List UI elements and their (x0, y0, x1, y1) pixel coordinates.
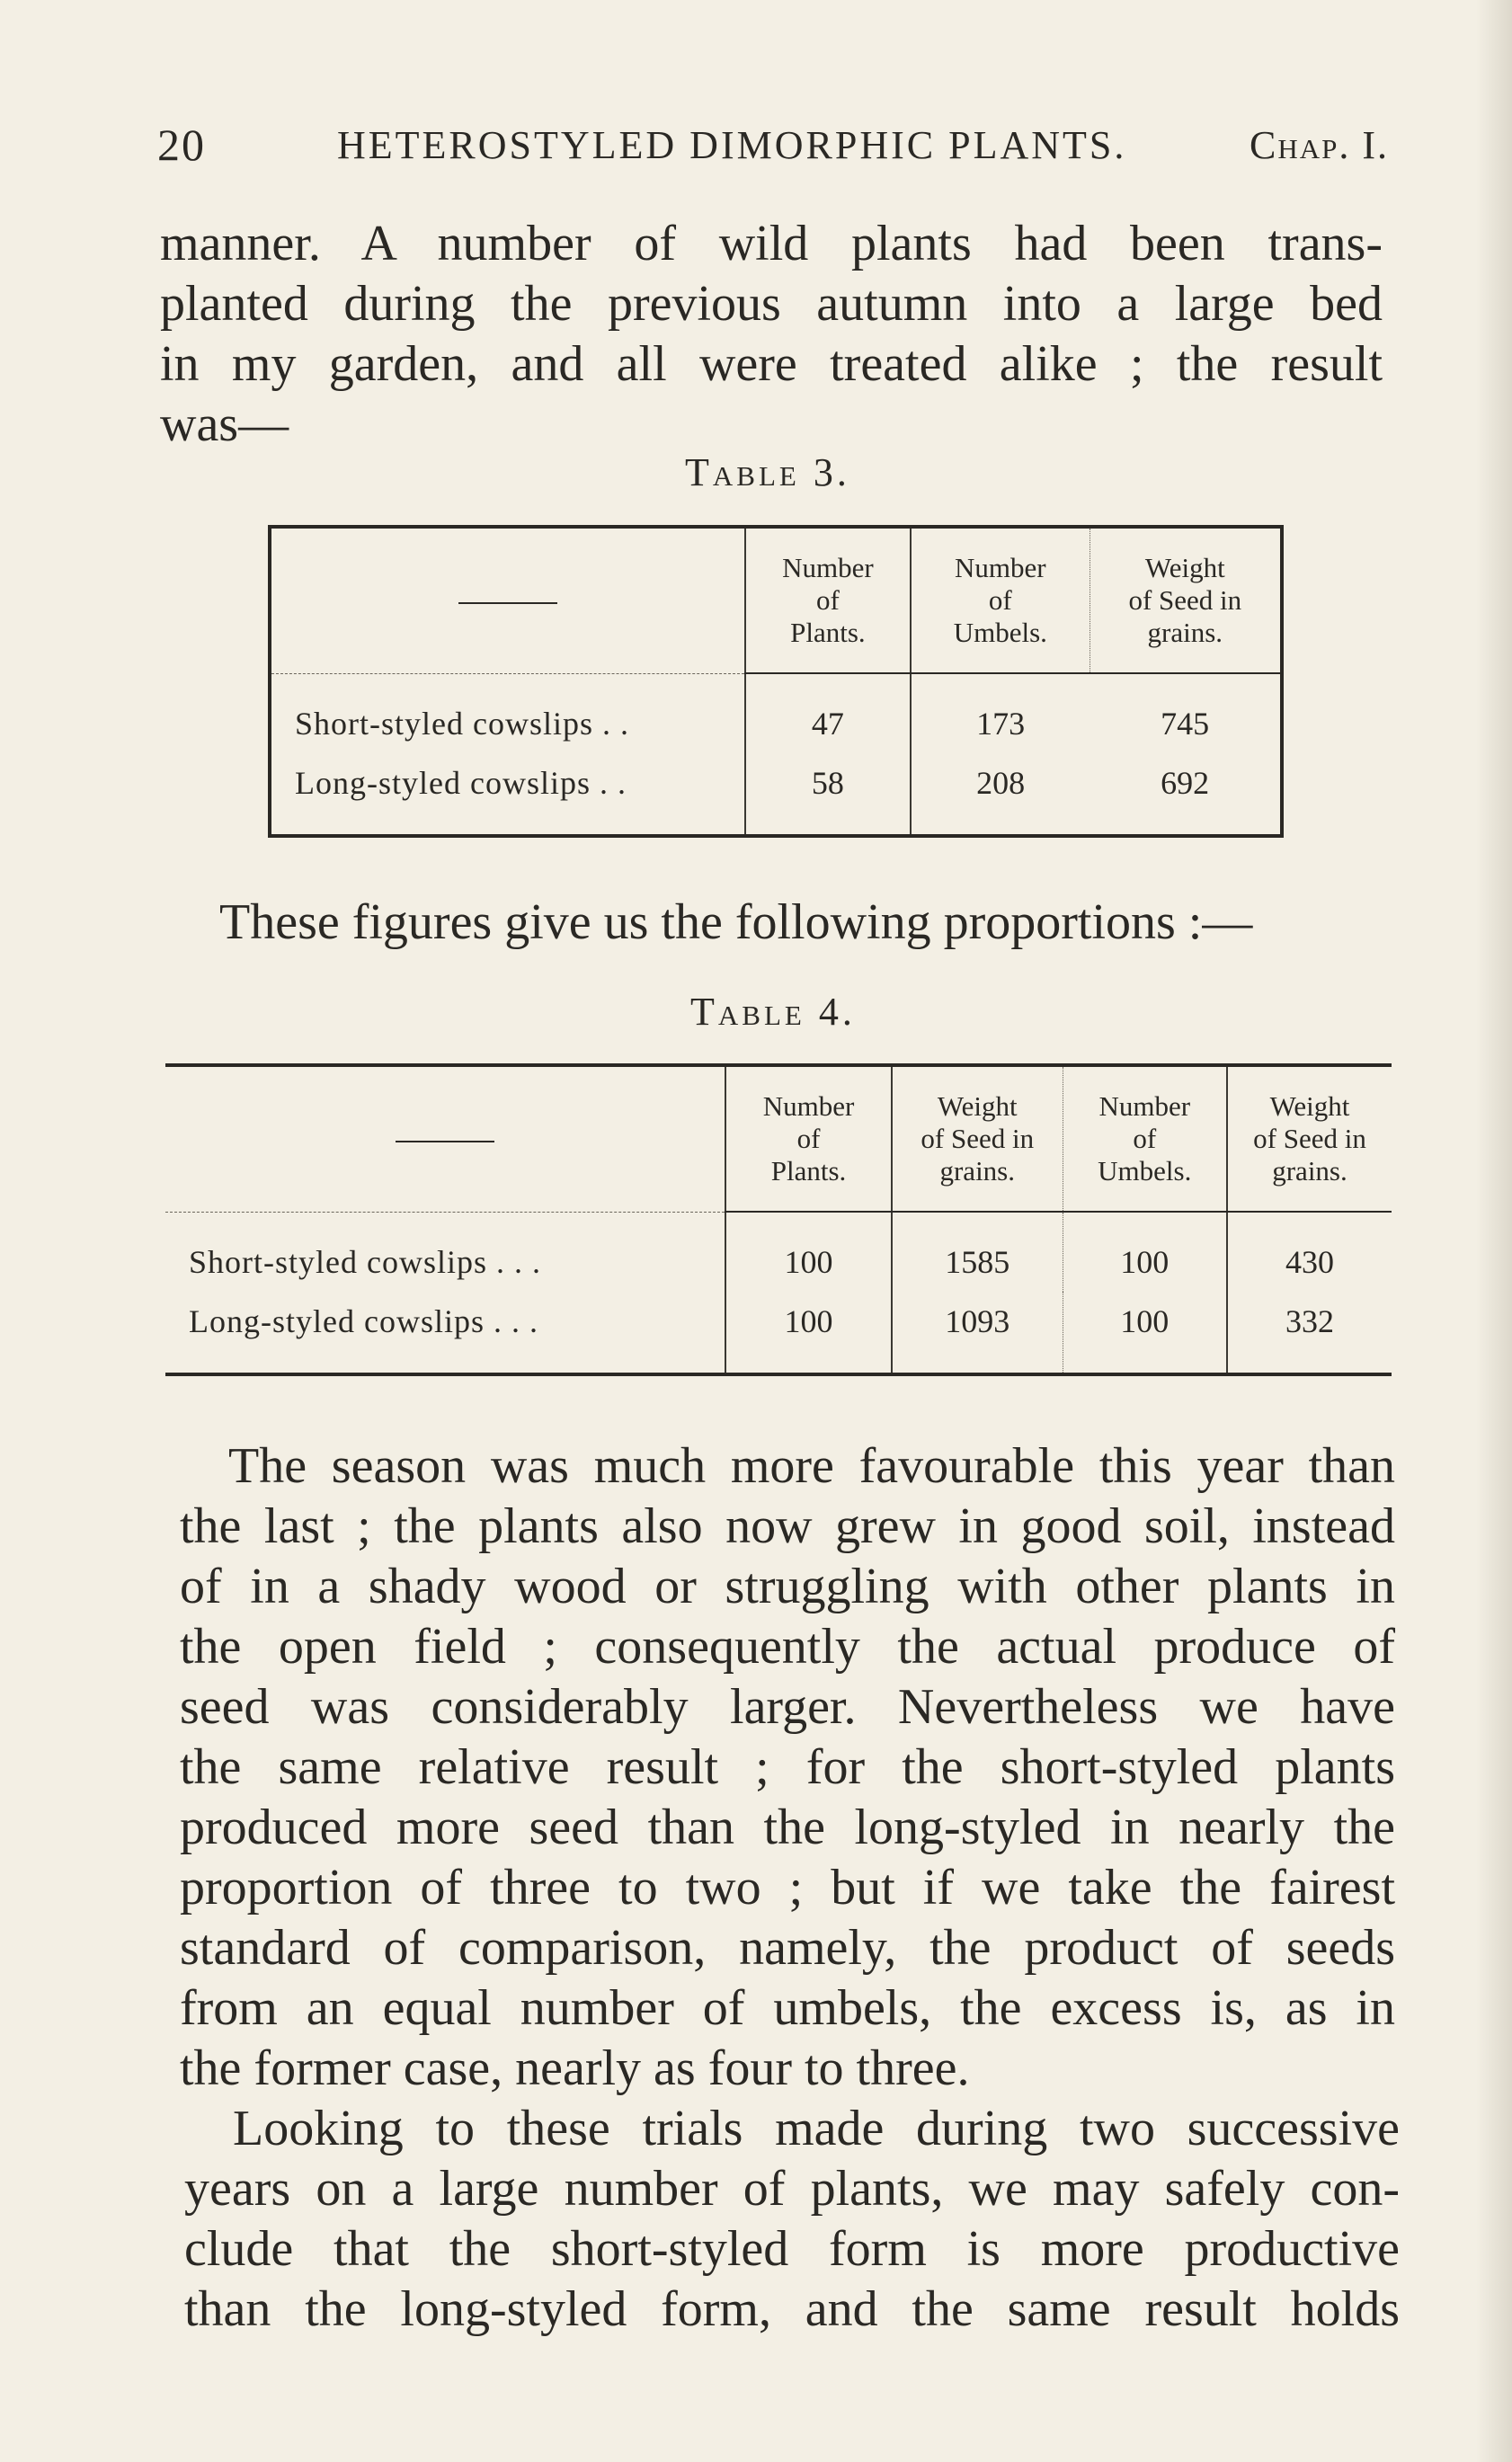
table-row (270, 673, 1282, 753)
table-cell: 100 (1063, 1212, 1227, 1292)
table4-caption: Table 4. (690, 990, 856, 1034)
table-cell: 332 (1227, 1292, 1392, 1374)
paragraph-2 (180, 1436, 1395, 2099)
intro-paragraph (160, 214, 1383, 455)
text-line: These figures give us the following proportions :— (219, 894, 1253, 950)
table-row (270, 753, 1282, 836)
header-line: of Seed in (1128, 584, 1242, 616)
text-line: clude that the short-styled form is more productive (184, 2221, 1400, 2277)
table-cell: 100 (725, 1212, 892, 1292)
paragraph-3 (184, 2099, 1400, 2340)
column-header (1227, 1065, 1392, 1212)
table-cell: 1585 (892, 1212, 1063, 1292)
between-text (219, 893, 1352, 953)
column-header (892, 1065, 1063, 1212)
text-line: standard of comparison, namely, the product of seeds (180, 1920, 1395, 1976)
text-line: manner. A number of wild plants had been trans- (160, 216, 1383, 271)
text-line: from an equal number of umbels, the excess is, as in (180, 1980, 1395, 2036)
column-header (911, 527, 1090, 673)
header-line: Number (762, 1090, 855, 1122)
header-line: of (1133, 1123, 1157, 1154)
text-line: than the long-styled form, and the same result holds (184, 2281, 1400, 2337)
running-title: HETEROSTYLED DIMORPHIC PLANTS. (337, 123, 1127, 167)
table-header-row (270, 527, 1282, 673)
text-line: the former case, nearly as four to three. (180, 2040, 970, 2096)
text-line: Looking to these trials made during two successive (233, 2101, 1400, 2156)
table3-caption: Table 3. (685, 450, 850, 494)
text-line: in my garden, and all were treated alike ; the result (160, 336, 1383, 392)
text-line: produced more seed than the long-styled in nearly the (180, 1800, 1395, 1855)
text-line: planted during the previous autumn into a large bed (160, 276, 1383, 332)
header-line: grains. (1272, 1155, 1347, 1187)
header-line: grains. (1147, 617, 1223, 648)
row-label: Short-styled cowslips . . (295, 705, 629, 742)
text-line: proportion of three to two ; but if we take the fairest (180, 1860, 1395, 1915)
table-row (165, 1212, 1392, 1292)
chapter-label: Chap. I. (1249, 123, 1389, 167)
header-line: of Seed in (921, 1123, 1035, 1154)
table-cell: 173 (911, 673, 1090, 753)
text-line: years on a large number of plants, we may safely con- (184, 2161, 1400, 2217)
corner-dash (458, 602, 557, 604)
text-line: was— (160, 396, 289, 452)
table-cell: 1093 (892, 1292, 1063, 1374)
table-cell: 58 (745, 753, 911, 836)
header-line: of Seed in (1253, 1123, 1366, 1154)
row-label: Long-styled cowslips . . (295, 765, 627, 801)
corner-dash (396, 1141, 494, 1142)
header-line: of (815, 584, 840, 616)
page-number: 20 (157, 120, 206, 170)
text-line: the same relative result ; for the short-styled plants (180, 1739, 1395, 1795)
table-cell: 692 (1161, 765, 1210, 801)
corner-cell (165, 1065, 725, 1212)
text-line: the last ; the plants also now grew in good soil, instead (180, 1498, 1395, 1554)
header-line: Number (782, 552, 874, 583)
table-header-row (165, 1065, 1392, 1212)
table-cell: 430 (1227, 1212, 1392, 1292)
row-label: Short-styled cowslips . . . (189, 1243, 541, 1280)
text-line: The season was much more favourable this year than (228, 1438, 1395, 1494)
header-line: grains. (939, 1155, 1015, 1187)
table-cell: 47 (745, 673, 911, 753)
column-header (745, 527, 911, 673)
column-header (1063, 1065, 1227, 1212)
table-cell: 745 (1161, 706, 1210, 742)
header-line: Plants. (770, 1155, 847, 1187)
header-line: Number (955, 552, 1046, 583)
header-line: of (988, 584, 1012, 616)
page-edge-shadow (1476, 0, 1512, 2462)
header-line: Weight (937, 1090, 1018, 1122)
column-header (725, 1065, 892, 1212)
header-line: Umbels. (1098, 1155, 1192, 1187)
header-line: Umbels. (953, 617, 1047, 648)
table-cell: 100 (1063, 1292, 1227, 1374)
table-cell: 100 (725, 1292, 892, 1374)
table-cell: 208 (911, 753, 1090, 836)
header-line: Weight (1269, 1090, 1350, 1122)
header-line: Plants. (790, 617, 866, 648)
corner-cell (270, 527, 745, 673)
text-line: the open field ; consequently the actual produce of (180, 1619, 1395, 1675)
header-line: Number (1098, 1090, 1191, 1122)
row-label: Long-styled cowslips . . . (189, 1303, 538, 1339)
text-line: seed was considerably larger. Nevertheless we have (180, 1679, 1395, 1735)
header-line: of (796, 1123, 821, 1154)
table-3 (268, 525, 1284, 838)
text-line: of in a shady wood or struggling with other plants in (180, 1559, 1395, 1614)
header-line: Weight (1144, 552, 1225, 583)
table-row (165, 1292, 1392, 1374)
running-header (157, 119, 1389, 173)
table-4 (165, 1063, 1392, 1376)
column-header (1090, 527, 1282, 673)
